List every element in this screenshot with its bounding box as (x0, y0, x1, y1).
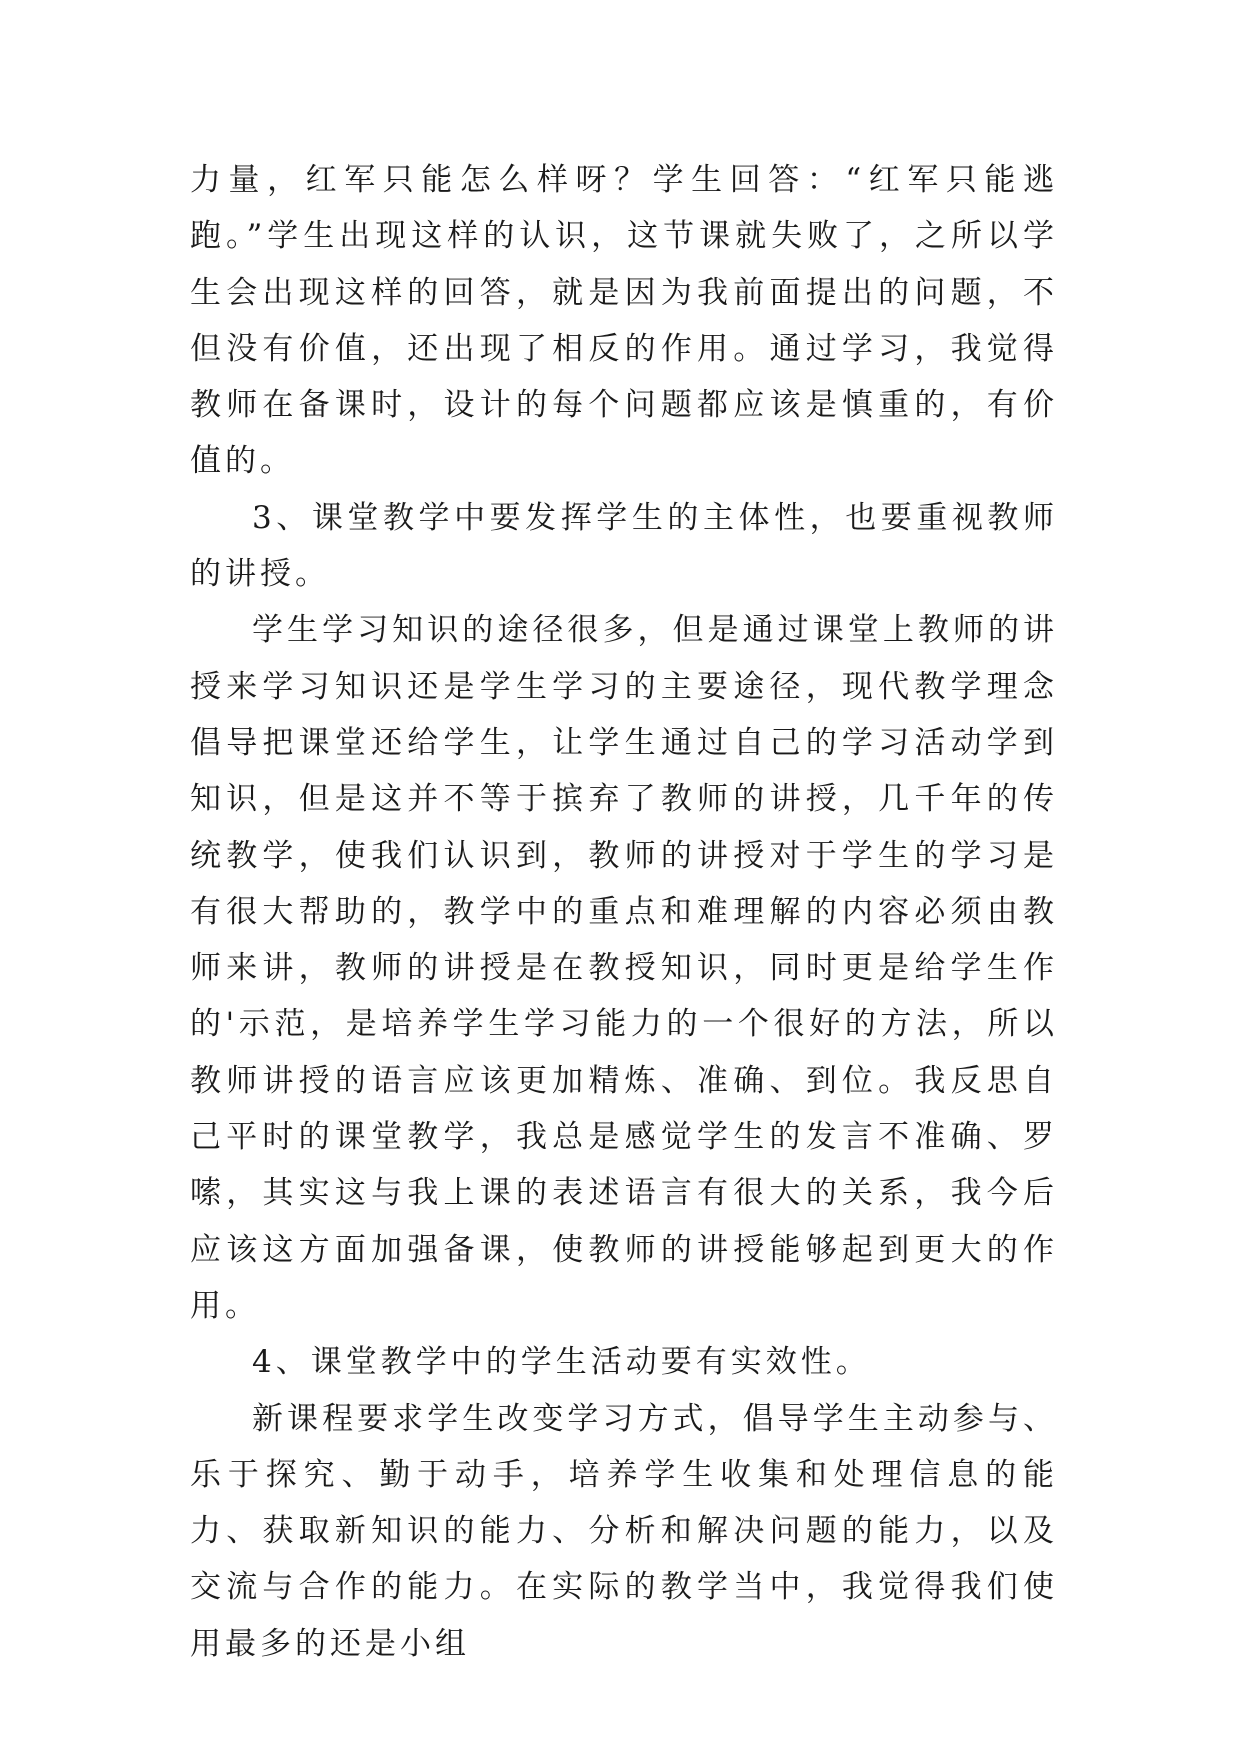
paragraph-5: 新课程要求学生改变学习方式，倡导学生主动参与、乐于探究、勤于动手，培养学生收集和处理信息的能力、获取新知识的能力、分析和解决问题的能力，以及交流与合作的能力。在实际的教学当中，我觉得我们使用最多的还是小组 (190, 1400, 1058, 1662)
document-body (190, 152, 1058, 1672)
paragraph-1: 力量，红军只能怎么样呀？学生回答：“红军只能逃跑。”学生出现这样的认识，这节课就失败了，之所以学生会出现这样的回答，就是因为我前面提出的问题，不但没有价值，还出现了相反的作用。通过学习，我觉得教师在备课时，设计的每个问题都应该是慎重的，有价值的。 (190, 162, 1058, 480)
paragraph-3: 学生学习知识的途径很多，但是通过课堂上教师的讲授来学习知识还是学生学习的主要途径，现代教学理念倡导把课堂还给学生，让学生通过自己的学习活动学到知识，但是这并不等于摈弃了教师的讲授，几千年的传统教学，使我们认识到，教师的讲授对于学生的学习是有很大帮助的，教学中的重点和难理解的内容必须由教师来讲，教师的讲授是在教授知识，同时更是给学生作的'示范，是培养学生学习能力的一个很好的方法，所以教师讲授的语言应该更加精炼、准确、到位。我反思自己平时的课堂教学，我总是感觉学生的发言不准确、罗嗦，其实这与我上课的表述语言有很大的关系，我今后应该这方面加强备课，使教师的讲授能够起到更大的作用。 (190, 612, 1058, 1324)
paragraph-2-heading: 3、课堂教学中要发挥学生的主体性，也要重视教师的讲授。 (190, 499, 1058, 593)
paragraph-4-heading: 4、课堂教学中的学生活动要有实效性。 (252, 1344, 871, 1381)
